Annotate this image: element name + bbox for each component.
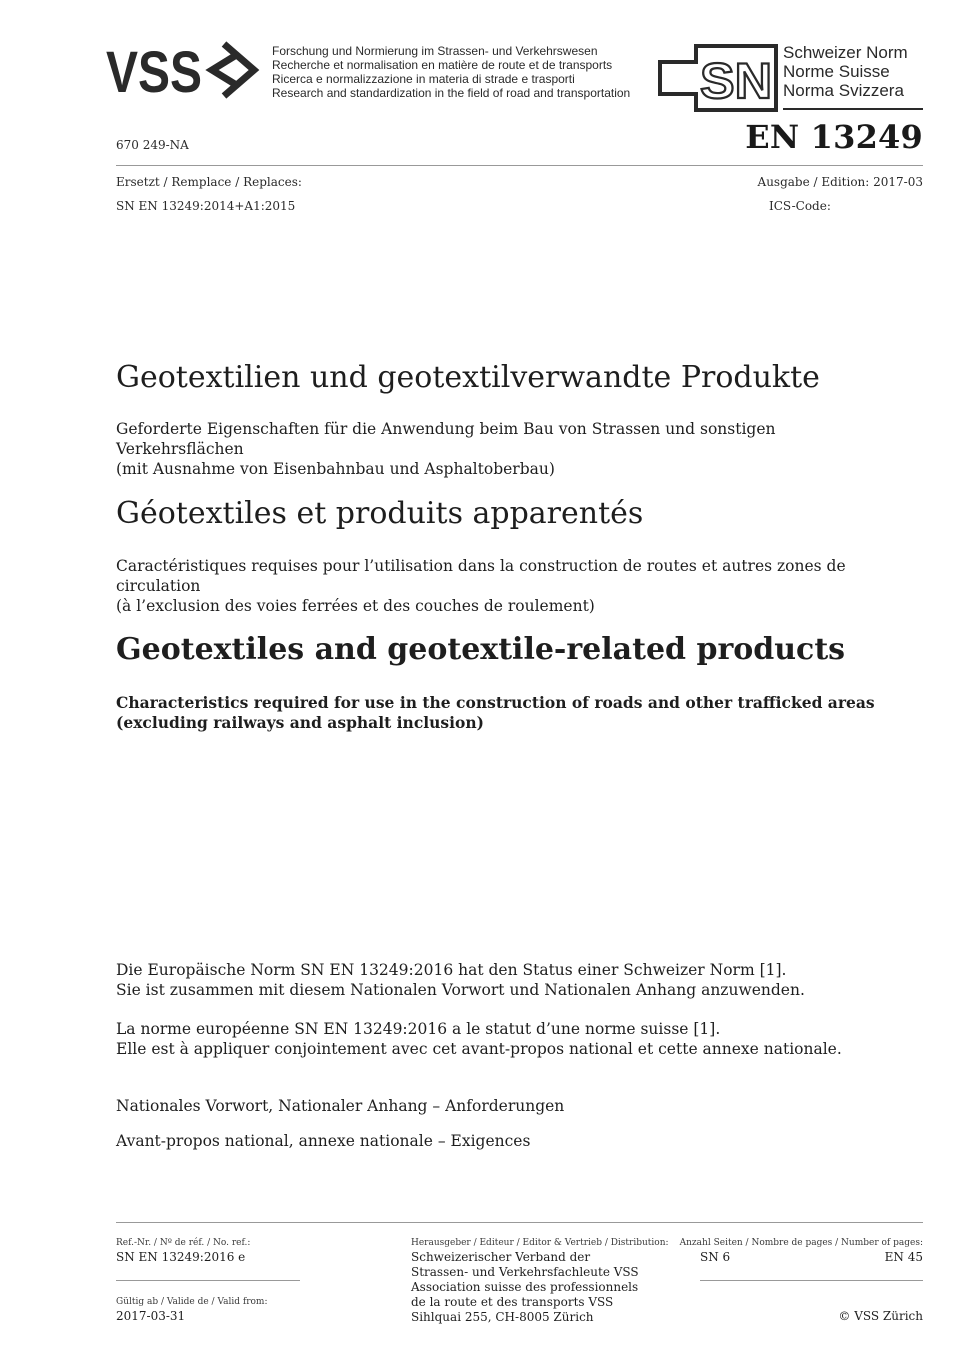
publisher-line: Schweizerischer Verband der <box>411 1250 591 1264</box>
status-line: Sie ist zusammen mit diesem Nationalen Vorwort und Nationalen Anhang anzuwenden. <box>116 981 805 999</box>
keywords-french: Avant-propos national, annexe nationale – Exigences <box>116 1132 531 1150</box>
page-count-sn: SN 6 <box>700 1250 731 1264</box>
reference-label: Ref.-Nr. / Nº de réf. / No. ref.: <box>116 1238 251 1248</box>
vss-tagline-fr: Recherche et normalisation en matière de route et de transports <box>272 58 613 72</box>
keywords-german: Nationales Vorwort, Nationaler Anhang – Anforderungen <box>116 1097 565 1115</box>
title-english: Geotextiles and geotextile-related products <box>116 632 846 667</box>
title-french: Géotextiles et produits apparentés <box>116 496 644 531</box>
publisher-line: Association suisse des professionnels <box>411 1280 639 1294</box>
page-count-label: Anzahl Seiten / Nombre de pages / Number of pages: <box>679 1238 923 1248</box>
vss-tagline-en: Research and standardization in the field of road and transportation <box>272 86 631 100</box>
sn-name-it: Norma Svizzera <box>783 81 904 100</box>
replaces-label: Ersetzt / Remplace / Replaces: <box>116 175 302 189</box>
sn-logo-letters: SN <box>700 53 772 109</box>
publisher-address <box>411 1250 639 1325</box>
subtitle-english <box>116 693 906 733</box>
publisher-line: Strassen- und Verkehrsfachleute VSS <box>411 1265 639 1279</box>
title-german: Geotextilien und geotextilverwandte Produkte <box>116 360 820 395</box>
subtitle-english-line: (excluding railways and asphalt inclusion) <box>116 713 484 732</box>
publisher-label: Herausgeber / Editeur / Editor & Vertrieb / Distribution: <box>411 1238 669 1248</box>
subtitle-french-line: (à l’exclusion des voies ferrées et des couches de roulement) <box>116 597 595 615</box>
status-line: Die Europäische Norm SN EN 13249:2016 hat den Status einer Schweizer Norm [1]. <box>116 961 787 979</box>
document-code: 670 249-NA <box>116 138 189 152</box>
subtitle-german-line: (mit Ausnahme von Eisenbahnbau und Asphaltoberbau) <box>116 460 555 478</box>
valid-from-label: Gültig ab / Valide de / Valid from: <box>116 1297 268 1307</box>
sn-names-underline <box>783 108 923 110</box>
page-count-en: EN 45 <box>884 1250 923 1264</box>
subtitle-french <box>116 556 906 616</box>
replaces-value: SN EN 13249:2014+A1:2015 <box>116 199 296 213</box>
publisher-line: Sihlquai 255, CH-8005 Zürich <box>411 1310 594 1324</box>
header-divider <box>116 165 923 166</box>
sn-name-fr: Norme Suisse <box>783 62 890 81</box>
sn-norm-names <box>783 43 908 100</box>
vss-logo <box>106 40 266 100</box>
sn-name-de: Schweizer Norm <box>783 43 908 62</box>
subtitle-english-line: Characteristics required for use in the construction of roads and other trafficked areas <box>116 693 875 712</box>
ics-code: ICS-Code: <box>769 199 831 213</box>
status-line: La norme européenne SN EN 13249:2016 a le statut d’une norme suisse [1]. <box>116 1020 721 1038</box>
publisher-line: de la route et des transports VSS <box>411 1295 614 1309</box>
status-statement-french <box>116 1019 916 1059</box>
status-statement-german <box>116 960 916 1000</box>
subtitle-german-line: Geforderte Eigenschaften für die Anwendung beim Bau von Strassen und sonstigen Verkehrsflächen <box>116 420 776 458</box>
reference-value: SN EN 13249:2016 e <box>116 1250 246 1264</box>
standard-number: EN 13249 <box>745 118 923 156</box>
subtitle-german <box>116 419 906 479</box>
svg-text:SN <box>700 53 772 109</box>
edition-date: Ausgabe / Edition: 2017-03 <box>757 175 923 189</box>
vss-tagline-de: Forschung und Normierung im Strassen- und Verkehrswesen <box>272 44 598 58</box>
copyright-notice: © VSS Zürich <box>838 1309 923 1323</box>
vss-tagline-it: Ricerca e normalizzazione in materia di strade e trasporti <box>272 72 575 86</box>
valid-from-value: 2017-03-31 <box>116 1309 186 1323</box>
sn-logo <box>656 44 778 112</box>
vss-tagline <box>272 44 630 100</box>
vss-logo-letters: VSS <box>106 40 202 100</box>
footer-divider <box>116 1222 923 1223</box>
svg-text:VSS <box>106 40 202 100</box>
reference-divider <box>116 1280 300 1281</box>
subtitle-french-line: Caractéristiques requises pour l’utilisation dans la construction de routes et autres zones de circulation <box>116 557 846 595</box>
page-count-divider <box>700 1280 923 1281</box>
status-line: Elle est à appliquer conjointement avec cet avant-propos national et cette annexe nationale. <box>116 1040 842 1058</box>
